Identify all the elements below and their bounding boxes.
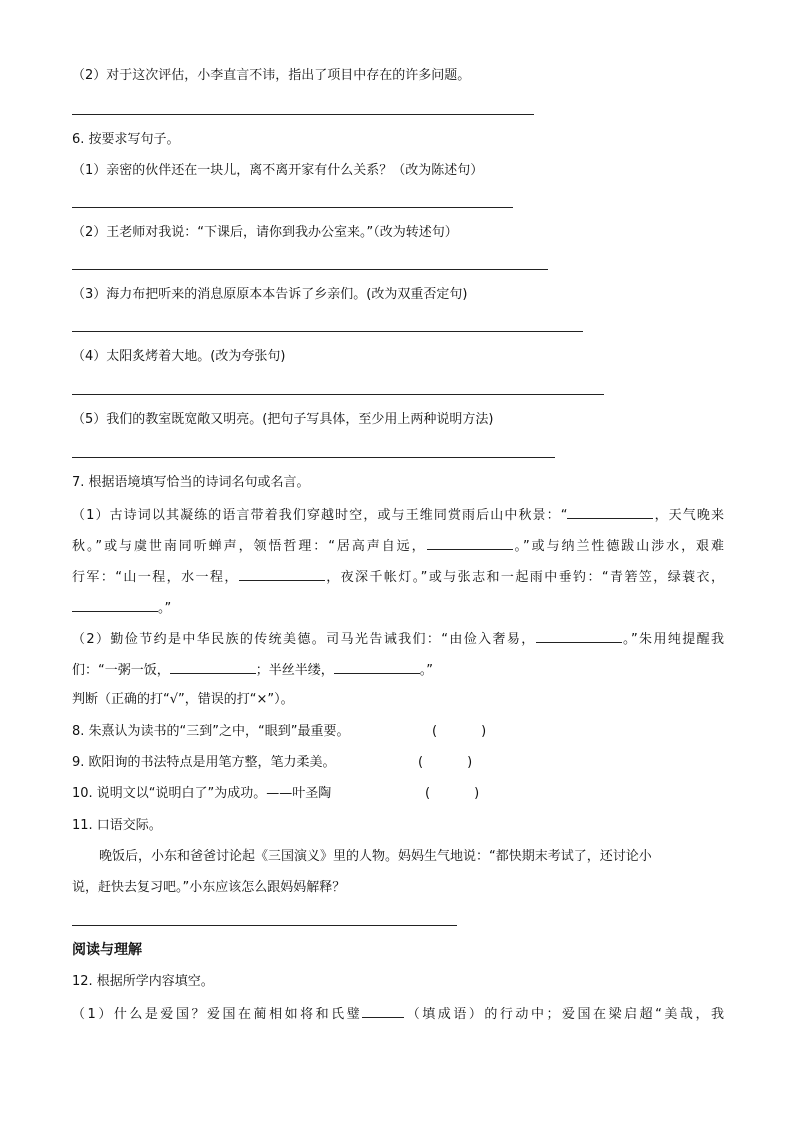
q9-statement: 9. 欧阳询的书法特点是用笔方整，笔力柔美。: [72, 755, 336, 770]
q10-answer-parens[interactable]: ( ): [425, 786, 480, 801]
q12-1-line: （1）什么是爱国？爱国在蔺相如将和氏璧 （填成语）的行动中；爱国在梁启超“美哉，我: [72, 1004, 724, 1024]
q7-1-line-3: 行军：“山一程，水一程， ，夜深千帐灯。”或与张志和一起雨中垂钓：“青箬笠，绿蓑衣，: [72, 567, 724, 587]
q6-1-answer-line[interactable]: [72, 207, 513, 208]
q7-1-line-2: 秋。”或与虞世南同听蝉声，领悟哲理：“居高声自远， 。”或与纳兰性德跋山涉水，艰难: [72, 536, 724, 556]
q6-title: 6. 按要求写句子。: [72, 132, 180, 147]
poem-blank-5[interactable]: [536, 629, 622, 643]
poem-blank-2[interactable]: [427, 536, 513, 550]
idiom-blank[interactable]: [362, 1004, 404, 1018]
q6-2-answer-line[interactable]: [72, 269, 548, 270]
poem-blank-4[interactable]: [72, 598, 158, 612]
q11-title: 11. 口语交际。: [72, 818, 162, 833]
q7-1-line-1: （1）古诗词以其凝练的语言带着我们穿越时空，或与王维同赏雨后山中秋景：“ ，天气晚来: [72, 505, 724, 525]
q5-2-prompt: （2）对于这次评估，小李直言不讳，指出了项目中存在的许多问题。: [72, 68, 471, 83]
q6-5-prompt: （5）我们的教室既宽敞又明亮。(把句子写具体，至少用上两种说明方法): [72, 412, 494, 427]
poem-blank-7[interactable]: [334, 660, 420, 674]
q11-answer-line[interactable]: [72, 925, 457, 926]
q7-2-line-2: 们：“一粥一饭， ；半丝半缕， 。”: [72, 660, 433, 680]
q7-2-line-1: （2）勤俭节约是中华民族的传统美德。司马光告诫我们：“由俭入奢易， 。”朱用纯提醒我: [72, 629, 724, 649]
section-heading: 阅读与理解: [72, 942, 142, 958]
q6-5-answer-line[interactable]: [72, 457, 555, 458]
poem-blank-3[interactable]: [239, 567, 325, 581]
q11-scenario-line-2: 说，赶快去复习吧。”小东应该怎么跟妈妈解释？: [72, 880, 346, 895]
q8-answer-parens[interactable]: ( ): [432, 724, 487, 739]
q10-statement: 10. 说明文以“说明白了”为成功。——叶圣陶: [72, 786, 332, 801]
q6-2-prompt: （2）王老师对我说：“下课后，请你到我办公室来。”（改为转述句）: [72, 225, 458, 240]
q6-4-prompt: （4）太阳炙烤着大地。(改为夸张句): [72, 349, 286, 364]
q7-1-line-4: 。”: [72, 598, 171, 618]
poem-blank-6[interactable]: [170, 660, 256, 674]
q6-3-prompt: （3）海力布把听来的消息原原本本告诉了乡亲们。(改为双重否定句): [72, 287, 468, 302]
judge-instructions: 判断（正确的打“√”，错误的打“×”）。: [72, 692, 294, 707]
q8-statement: 8. 朱熹认为读书的“三到”之中，“眼到”最重要。: [72, 724, 350, 739]
q7-title: 7. 根据语境填写恰当的诗词名句或名言。: [72, 475, 310, 490]
q5-2-answer-line[interactable]: [72, 114, 534, 115]
q11-scenario-line-1: 晚饭后，小东和爸爸讨论起《三国演义》里的人物。妈妈生气地说：“都快期末考试了，还讨论小: [99, 849, 652, 864]
q9-answer-parens[interactable]: ( ): [418, 755, 473, 770]
poem-blank-1[interactable]: [567, 505, 653, 519]
q6-3-answer-line[interactable]: [72, 331, 583, 332]
q6-1-prompt: （1）亲密的伙伴还在一块儿，离不离开家有什么关系？（改为陈述句）: [72, 163, 484, 178]
q12-title: 12. 根据所学内容填空。: [72, 974, 214, 989]
q6-4-answer-line[interactable]: [72, 394, 604, 395]
